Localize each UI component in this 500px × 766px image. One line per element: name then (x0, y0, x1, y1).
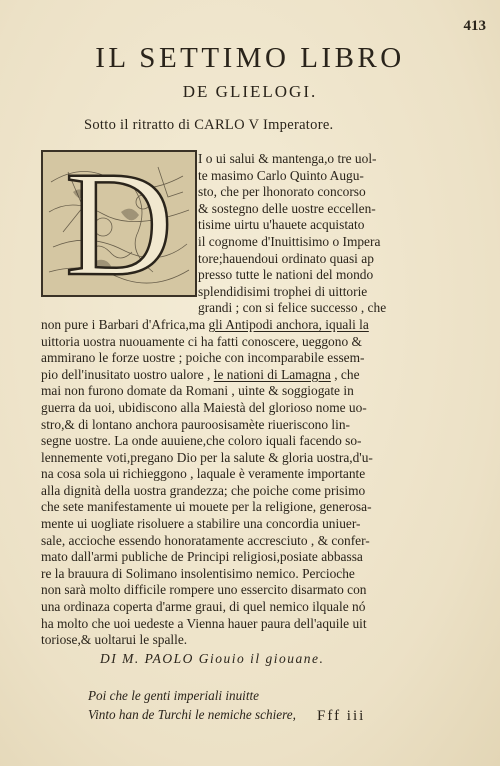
text-line: & sostegno delle uostre eccellen- (198, 200, 376, 216)
text-line: splendidisimi trophei di uittorie (198, 283, 368, 299)
page-title: IL SETTIMO LIBRO (95, 42, 405, 74)
verse-line: Poi che le genti imperiali inuitte (88, 688, 260, 703)
body-text (41, 151, 461, 649)
text-line: non sarà molto difficile rompere uno essercito disarmato con (41, 582, 367, 598)
page-number: 413 (463, 18, 486, 34)
page-subtitle: DE GLIELOGI. (182, 82, 318, 101)
text-line: I o ui salui & mantenga,o tre uol- (198, 151, 377, 166)
text-line: ammirano le forze uostre ; poiche con incomparabile essem- (41, 350, 365, 366)
text-line: una ordinaza coperta d'arme graui, di quel nemico ilquale nó (41, 599, 366, 615)
text-line: mai non furono domate da Romani , uinte & soggiogate in (41, 383, 354, 399)
text-line: alla dignità della uostra grandezza; che poiche come prisimo (41, 482, 366, 498)
text-line: toriose,& uoltarui le spalle. (41, 632, 188, 648)
text-line: re la brauura di Solimano insolentisimo nemico. Percioche (41, 565, 355, 581)
text-line: guerra da uoi, ubidiscono alla Maiestà del glorioso nome uo- (41, 399, 367, 415)
verse-line: Vinto han de Turchi le nemiche schiere, (88, 707, 296, 722)
text-line: uittoria uostra nuouamente ci ha fatti conoscere, ueggono & (41, 333, 362, 349)
text-line: tore;hauendoui ordinato quasi ap (198, 250, 374, 266)
text-line: non pure i Barbari d'Africa,ma gli Antipodi anchora, iquali la (41, 316, 369, 332)
text-line: na cosa sola ui richieggono , laquale è veramente importante (41, 466, 366, 482)
text-line: grandi ; con si felice successo , che (198, 300, 387, 316)
text-line: sale, accioche essendo honoratamente accresciuto , & confer- (41, 532, 370, 548)
text-line: tisime uirtu u'hauete acquistato (198, 217, 365, 233)
underlined-phrase: gli Antipodi anchora, iquali la (208, 316, 369, 332)
text-line: che sete manifestamente ui mouete per la religione, generosa- (41, 499, 372, 515)
text-line: te masimo Carlo Quinto Augu- (198, 167, 364, 183)
text-line: il cognome d'Inuittisimo o Impera (198, 233, 381, 249)
text-line: sto, che per lhonorato concorso (198, 184, 366, 200)
text-line: pio dell'inusitato uostro ualore , le nationi di Lamagna , che (41, 366, 360, 382)
text-line: presso tutte le nationi del mondo (198, 267, 374, 283)
dropcap-letter: D (64, 152, 174, 295)
underlined-phrase: le nationi di Lamagna (213, 366, 331, 382)
text-line: stro,& di lontano anchora pauroosisamète riueriscono lin- (41, 416, 351, 432)
printer-signature: Fff iii (317, 708, 366, 724)
text-line: lennemente voti,pregano Dio per la salute & gloria uostra,d'u- (41, 449, 373, 465)
text-line: mente ui uogliate risoluere a stabilire una concordia uniuer- (41, 516, 361, 532)
verse-block (88, 686, 296, 724)
text-line: segne uostre. La onde auuiene,che coloro iquali facendo so- (41, 433, 362, 449)
poem-attribution: DI M. PAOLO Giouio il giouane. (100, 651, 325, 666)
text-line: mato dall'armi publiche de Principi religiosi,posiate abbassa (41, 549, 363, 565)
text-line: ha molto che uoi uedeste a Vienna hauer paura dell'aquile uit (41, 615, 367, 631)
portrait-caption: Sotto il ritratto di CARLO V Imperatore. (84, 117, 334, 133)
